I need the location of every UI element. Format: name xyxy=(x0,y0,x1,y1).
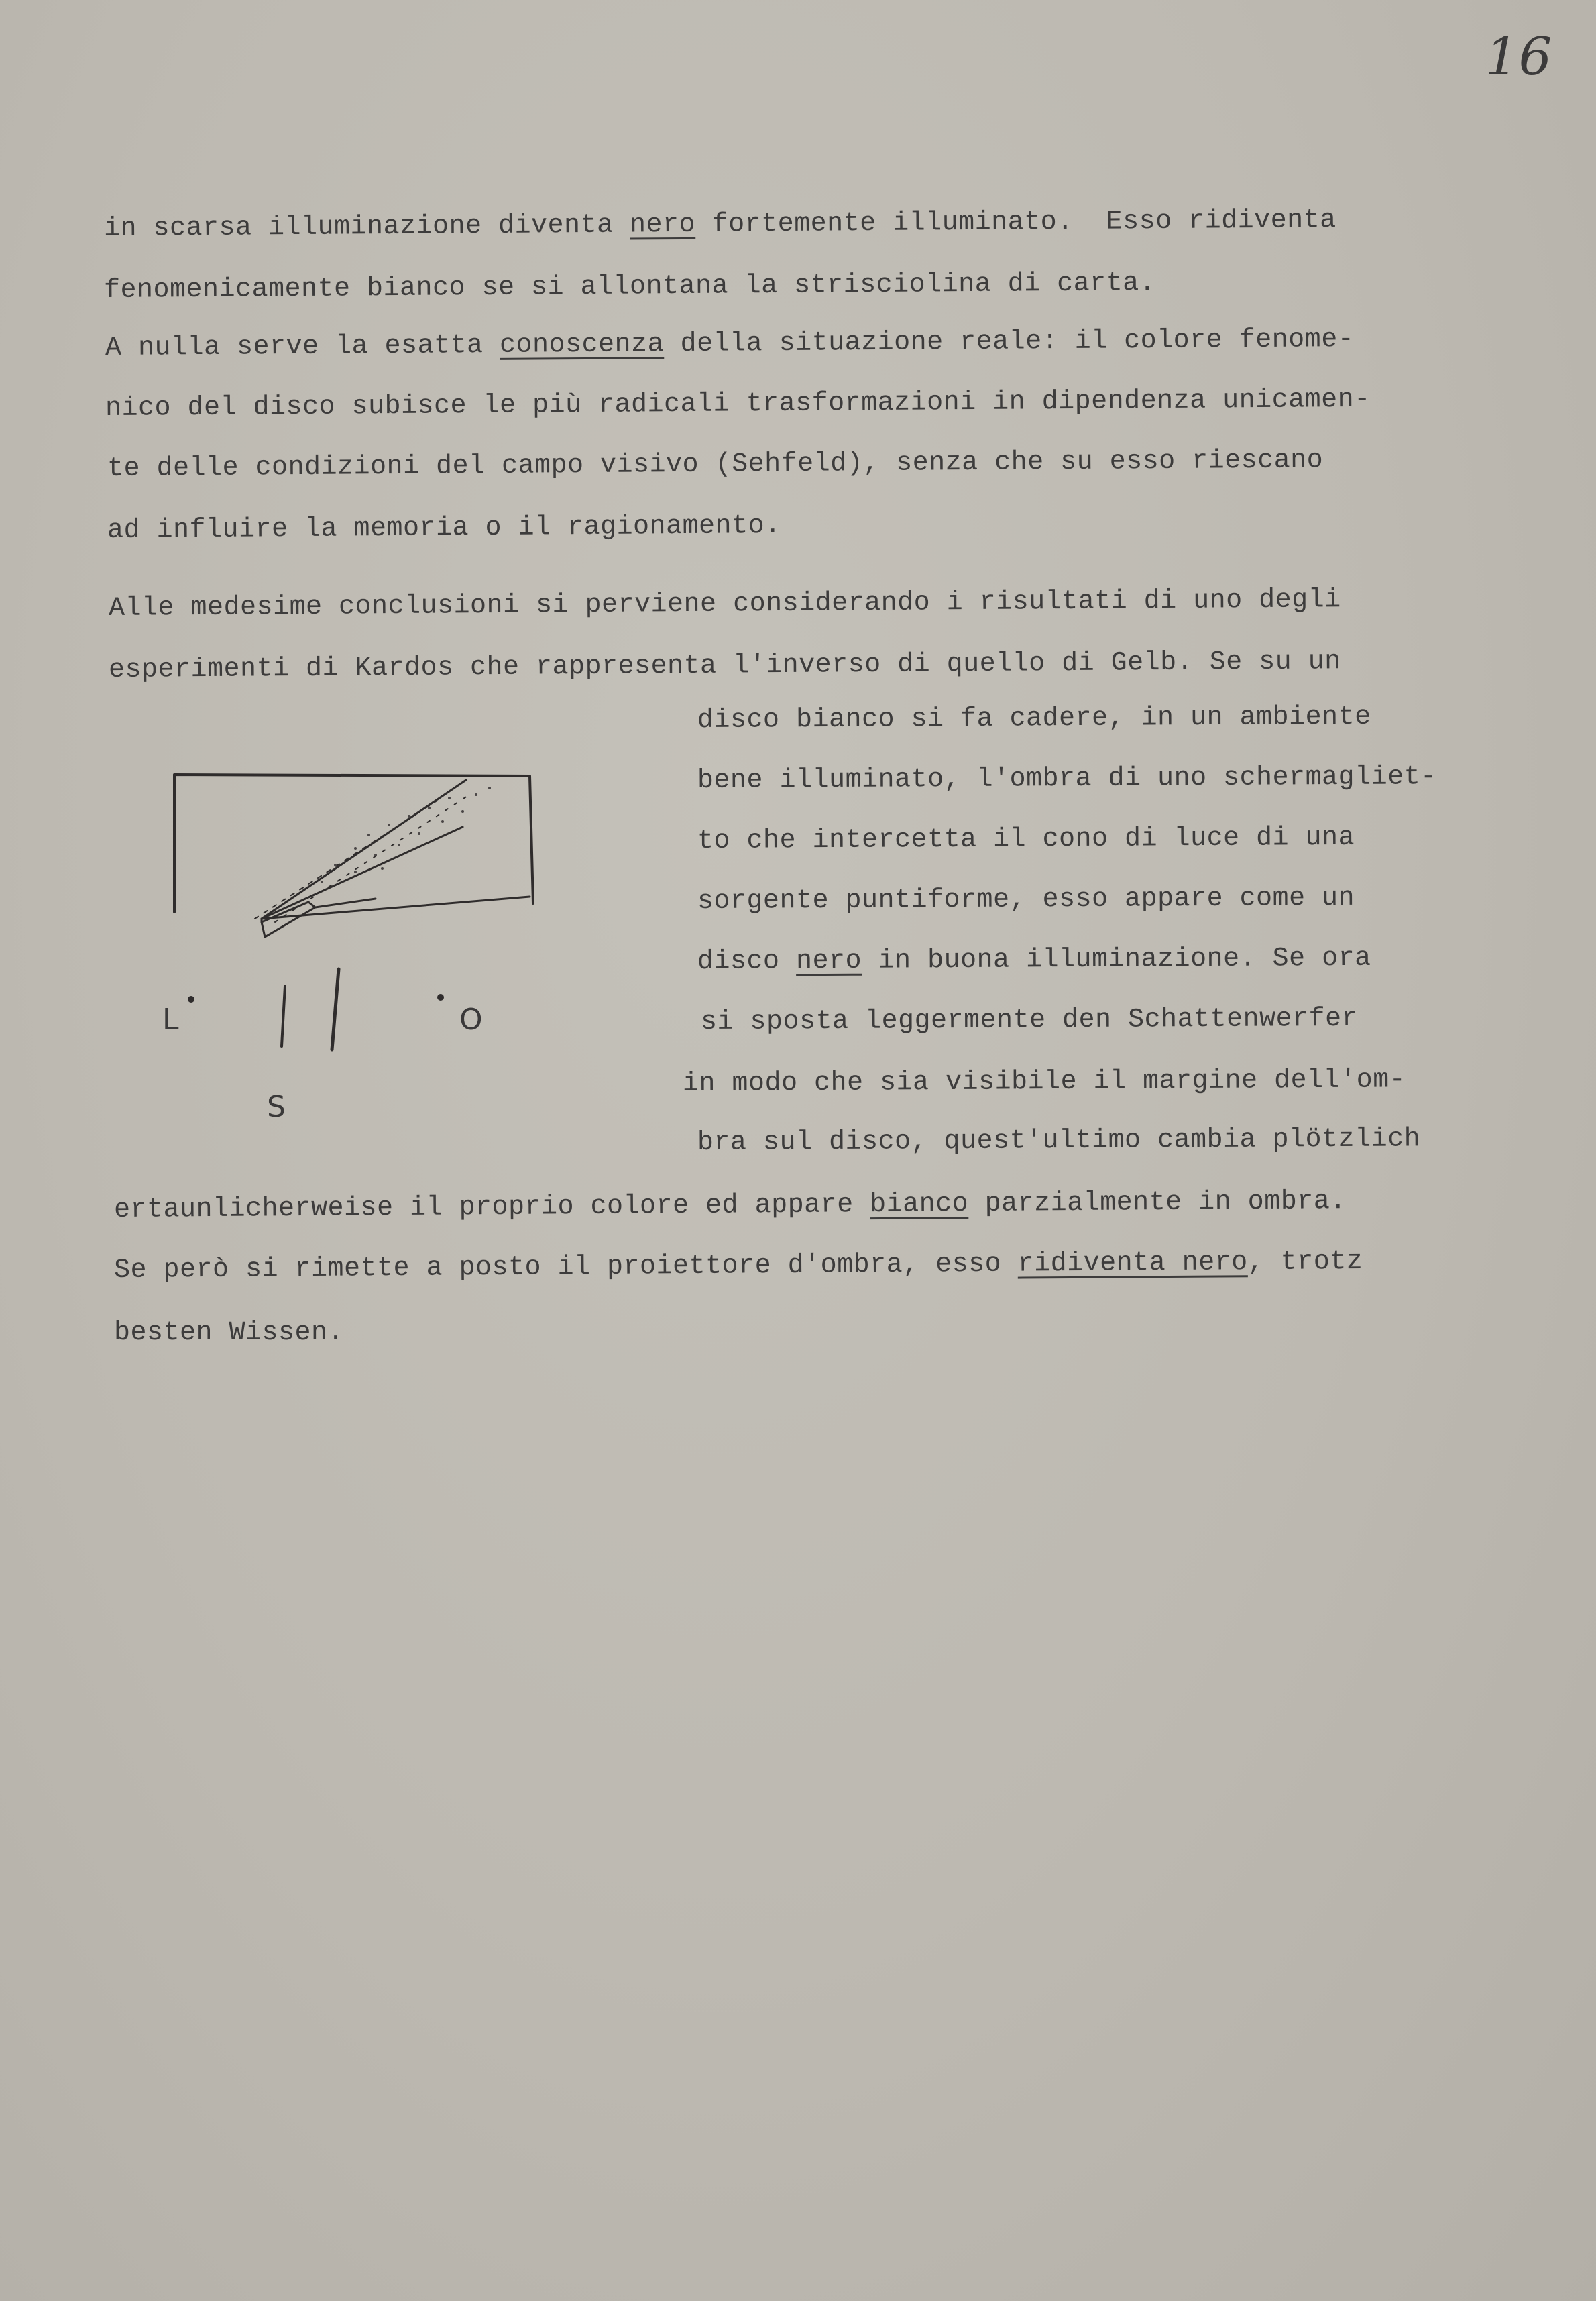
light-source-point xyxy=(188,996,194,1003)
kardos-experiment-sketch xyxy=(154,754,583,1143)
text-line: Alle medesime conclusioni si perviene considerando i risultati di uno degli xyxy=(108,585,1341,624)
text-line: sorgente puntiforme, esso appare come un xyxy=(697,883,1355,917)
text-line: in scarsa illuminazione diventa nero fortemente illuminato. Esso ridiventa xyxy=(103,205,1336,244)
text-line: Se però si rimette a posto il proiettore d'ombra, esso ridiventa nero, trotz xyxy=(113,1246,1363,1286)
page-number: 16 xyxy=(1485,27,1552,87)
text-line: besten Wissen. xyxy=(114,1318,345,1348)
text-line: si sposta leggermente den Schattenwerfer xyxy=(700,1003,1359,1037)
text-line: to che intercetta il cono di luce di una xyxy=(697,822,1355,856)
label-light-source: L xyxy=(162,1003,179,1037)
text-line: in modo che sia visibile il margine dell'om- xyxy=(682,1065,1406,1099)
label-observer: O xyxy=(459,1003,483,1037)
text-line: nico del disco subisce le più radicali trasformazioni in dipendenza unicamen- xyxy=(105,384,1371,424)
observer-point xyxy=(437,994,444,1001)
text-line: ertaunlicherweise il proprio colore ed appare bianco parzialmente in ombra. xyxy=(113,1186,1347,1225)
sketch-drawing xyxy=(154,754,583,1143)
text-line: A nulla serve la esatta conoscenza della situazione reale: il colore fenome- xyxy=(105,324,1355,363)
text-line: esperimenti di Kardos che rappresenta l'inverso di quello di Gelb. Se su un xyxy=(108,647,1341,685)
text-line: fenomenicamente bianco se si allontana la strisciolina di carta. xyxy=(103,268,1156,306)
label-screen: S xyxy=(267,1090,286,1124)
text-line: disco bianco si fa cadere, in un ambiente xyxy=(697,701,1371,736)
text-line: te delle condizioni del campo visivo (Sehfeld), senza che su esso riescano xyxy=(107,445,1324,484)
text-line: bene illuminato, l'ombra di uno schermagliet- xyxy=(697,762,1437,796)
text-line: bra sul disco, quest'ultimo cambia plötzlich xyxy=(697,1124,1421,1158)
text-line: ad influire la memoria o il ragionamento. xyxy=(107,510,781,546)
text-line: disco nero in buona illuminazione. Se ora xyxy=(697,943,1371,977)
